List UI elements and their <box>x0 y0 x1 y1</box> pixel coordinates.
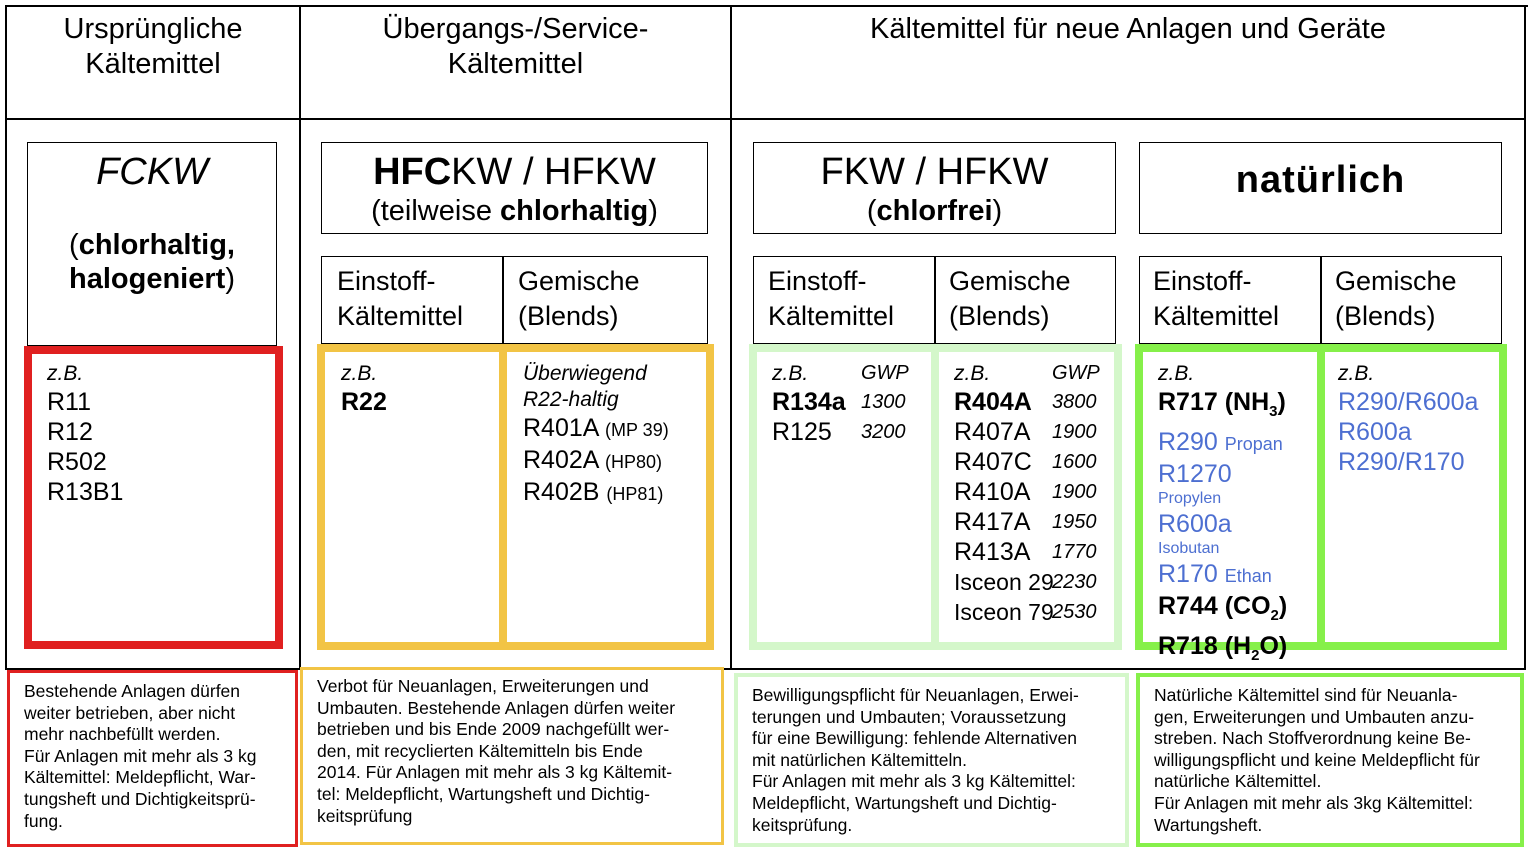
natural-item-r717: R717 $(NH_3)$ <box>1158 388 1286 420</box>
header-original-line1: Ursprüngliche <box>63 13 243 45</box>
note-line: Für Anlagen mit mehr als 3 kg Kältemittel: <box>752 771 1076 792</box>
natural-blend-item: R290/R600a <box>1338 388 1479 416</box>
fkw-blend-zb: z.B. <box>954 362 991 385</box>
hfckw-col1-line2: Kältemittel <box>337 301 464 331</box>
hfckw-single-examples <box>341 361 387 417</box>
natural-item-r718: R718 $(H_2O)$ <box>1158 632 1288 664</box>
note-green <box>1136 673 1524 847</box>
fkw-blend-gwp-label: GWP <box>1052 362 1100 384</box>
hfckw-blend-intro: R22-haltig <box>523 388 619 411</box>
natural-note-propylen: Propylen <box>1158 490 1222 507</box>
table-right-border <box>1524 5 1526 670</box>
hfckw-zb: z.B. <box>341 362 378 385</box>
fckw-item: R13B1 <box>47 478 124 506</box>
natural-item-r600a: R600a <box>1158 510 1232 538</box>
fkw-single-item: R134a <box>772 388 846 416</box>
note-line: tel: Meldepflicht, Wartungsheft und Dichtig- <box>317 783 650 804</box>
fkw-single-examples <box>772 361 922 461</box>
note-orange <box>300 667 724 845</box>
fkw-blend-examples <box>954 361 1104 641</box>
natural-item-r290: R290 Propan <box>1158 428 1283 456</box>
fckw-subtitle <box>27 228 277 296</box>
natural-col2-header <box>1335 264 1457 334</box>
note-red <box>7 670 298 847</box>
natural-title: natürlich <box>1235 159 1406 201</box>
header-service-line2: Kältemittel <box>447 48 584 80</box>
fckw-subtitle-line2: halogeniert) <box>69 263 235 295</box>
natural-blend-zb: z.B. <box>1338 362 1375 385</box>
note-line: keitsprüfung. <box>752 814 853 835</box>
hfckw-subtitle: (teilweise chlorhaltig) <box>371 195 658 227</box>
fkw-blend-gwp: 1600 <box>1052 451 1097 473</box>
hfckw-title: HFCKW / HFKW <box>373 151 656 193</box>
fkw-col2-header <box>949 264 1071 334</box>
hfckw-blend-examples <box>523 361 669 509</box>
hfckw-subheader-divider <box>502 256 504 344</box>
header-service-line1: Übergangs-/Service- <box>382 13 649 45</box>
natural-blend-item: R600a <box>1338 418 1412 446</box>
fkw-col1-header <box>768 264 894 334</box>
fckw-item: R11 <box>47 388 92 416</box>
fkw-blend-gwp: 2230 <box>1052 571 1097 593</box>
fkw-blend-item: R407A <box>954 418 1031 446</box>
note-line: fung. <box>24 810 63 831</box>
note-line: natürliche Kältemittel. <box>1154 771 1322 792</box>
fckw-zb: z.B. <box>47 362 84 385</box>
fckw-item: R12 <box>47 418 93 446</box>
hfckw-blend-intro: Überwiegend <box>523 362 647 385</box>
note-line: streben. Nach Stoffverordnung keine Be- <box>1154 728 1471 749</box>
natural-single-examples <box>1158 361 1287 671</box>
fkw-blend-item: Isceon 79 <box>954 599 1054 625</box>
table-top-border <box>5 5 1528 7</box>
fkw-blend-item: R407C <box>954 448 1032 476</box>
fkw-subheader-divider <box>934 256 936 344</box>
natural-col2-line1: Gemische <box>1335 266 1457 296</box>
note-line: tungsheft und Dichtigkeitsprü- <box>24 788 256 809</box>
hfckw-single-item: R22 <box>341 388 387 416</box>
natural-item-r744: R744 $(CO_2)$ <box>1158 592 1288 624</box>
fckw-item: R502 <box>47 448 107 476</box>
hfckw-blend-item: R402B (HP81) <box>523 478 664 506</box>
fkw-blend-gwp: 2530 <box>1052 601 1097 623</box>
natural-item-r1270: R1270 <box>1158 460 1232 488</box>
header-divider <box>5 118 1526 120</box>
header-new-line1: Kältemittel für neue Anlagen und Geräte <box>870 13 1386 45</box>
fkw-col2-line2: (Blends) <box>949 301 1050 331</box>
fckw-examples <box>47 361 123 507</box>
natural-col1-header <box>1153 264 1279 334</box>
header-service <box>301 12 730 82</box>
fkw-blend-item: R404A <box>954 388 1032 416</box>
fkw-subtitle: (chlorfrei) <box>866 195 1003 227</box>
fkw-title: FKW / HFKW <box>820 151 1049 193</box>
note-line: Umbauten. Bestehende Anlagen dürfen weiter <box>317 697 676 718</box>
fkw-col2-line1: Gemische <box>949 266 1071 296</box>
note-line: für eine Bewilligung: fehlende Alternativen <box>752 728 1077 749</box>
natural-item-r170: R170 Ethan <box>1158 560 1272 588</box>
note-line: betrieben und bis Ende 2009 nachgefüllt wer- <box>317 719 670 740</box>
note-line: Meldepflicht, Wartungsheft und Dichtig- <box>752 792 1057 813</box>
natural-note-isobutan: Isobutan <box>1158 540 1220 557</box>
fkw-blend-item: R410A <box>954 478 1031 506</box>
fkw-blend-item: R413A <box>954 538 1031 566</box>
hfckw-col1-line1: Einstoff- <box>337 266 436 296</box>
fkw-blend-gwp: 1900 <box>1052 421 1097 443</box>
fkw-gwp-label: GWP <box>861 362 909 384</box>
note-line: 2014. Für Anlagen mit mehr als 3 kg Kältemit- <box>317 762 673 783</box>
header-new <box>732 12 1524 47</box>
note-line: Wartungsheft. <box>1154 814 1263 835</box>
fkw-blend-gwp: 1950 <box>1052 511 1097 533</box>
natural-blend-item: R290/R170 <box>1338 448 1465 476</box>
note-line: den, mit recyclierten Kältemitteln bis Ende <box>317 740 643 761</box>
column-divider-2 <box>730 5 732 670</box>
note-line: Bestehende Anlagen dürfen <box>24 681 241 701</box>
fkw-single-item: R125 <box>772 418 832 446</box>
natural-col1-line1: Einstoff- <box>1153 266 1252 296</box>
note-line: Verbot für Neuanlagen, Erweiterungen und <box>317 676 649 696</box>
natural-zb: z.B. <box>1158 362 1195 385</box>
table-left-border <box>5 5 7 670</box>
note-line: Bewilligungspflicht für Neuanlagen, Erwei- <box>752 685 1079 705</box>
fckw-title: FCKW <box>96 151 208 193</box>
hfckw-blend-item: R401A (MP 39) <box>523 414 669 442</box>
note-line: Kältemittel: Meldepflicht, War- <box>24 767 256 788</box>
note-line: willigungspflicht und keine Meldepflicht für <box>1154 749 1480 770</box>
fkw-blend-item: Isceon 29 <box>954 569 1054 595</box>
note-line: mit natürlichen Kältemitteln. <box>752 749 967 770</box>
note-line: keitsprüfung <box>317 805 413 826</box>
note-line: weiter betrieben, aber nicht <box>24 702 236 723</box>
natural-col1-line2: Kältemittel <box>1153 301 1280 331</box>
fkw-blend-item: R417A <box>954 508 1031 536</box>
fkw-blend-gwp: 3800 <box>1052 391 1097 413</box>
fkw-zb: z.B. <box>772 362 809 385</box>
note-line: gen, Erweiterungen und Umbauten anzu- <box>1154 706 1475 727</box>
note-line: Für Anlagen mit mehr als 3 kg <box>24 745 257 766</box>
note-line: terungen und Umbauten; Voraussetzung <box>752 706 1067 727</box>
column-divider-1 <box>299 5 301 670</box>
natural-col2-line2: (Blends) <box>1335 301 1436 331</box>
hfckw-col2-header <box>518 264 640 334</box>
natural-subheader-divider <box>1320 256 1322 344</box>
hfckw-col2-line1: Gemische <box>518 266 640 296</box>
fkw-blend-gwp: 1770 <box>1052 541 1097 563</box>
fkw-col1-line1: Einstoff- <box>768 266 867 296</box>
note-lightgreen <box>734 673 1129 847</box>
fkw-col1-line2: Kältemittel <box>768 301 895 331</box>
hfckw-col1-header <box>337 264 463 334</box>
note-line: mehr nachbefüllt werden. <box>24 724 221 745</box>
fckw-subtitle-line1: (chlorhaltig, <box>69 229 235 261</box>
header-original-line2: Kältemittel <box>85 48 221 80</box>
natural-blend-examples <box>1338 361 1478 477</box>
hfckw-col2-line2: (Blends) <box>518 301 619 331</box>
fkw-blend-gwp: 1900 <box>1052 481 1097 503</box>
note-line: Natürliche Kältemittel sind für Neuanla- <box>1154 685 1458 705</box>
fkw-single-gwp: 1300 <box>861 391 906 413</box>
fkw-single-gwp: 3200 <box>861 421 906 443</box>
header-original <box>7 12 299 82</box>
note-line: Für Anlagen mit mehr als 3kg Kältemittel: <box>1154 792 1474 813</box>
hfckw-blend-item: R402A (HP80) <box>523 446 663 474</box>
